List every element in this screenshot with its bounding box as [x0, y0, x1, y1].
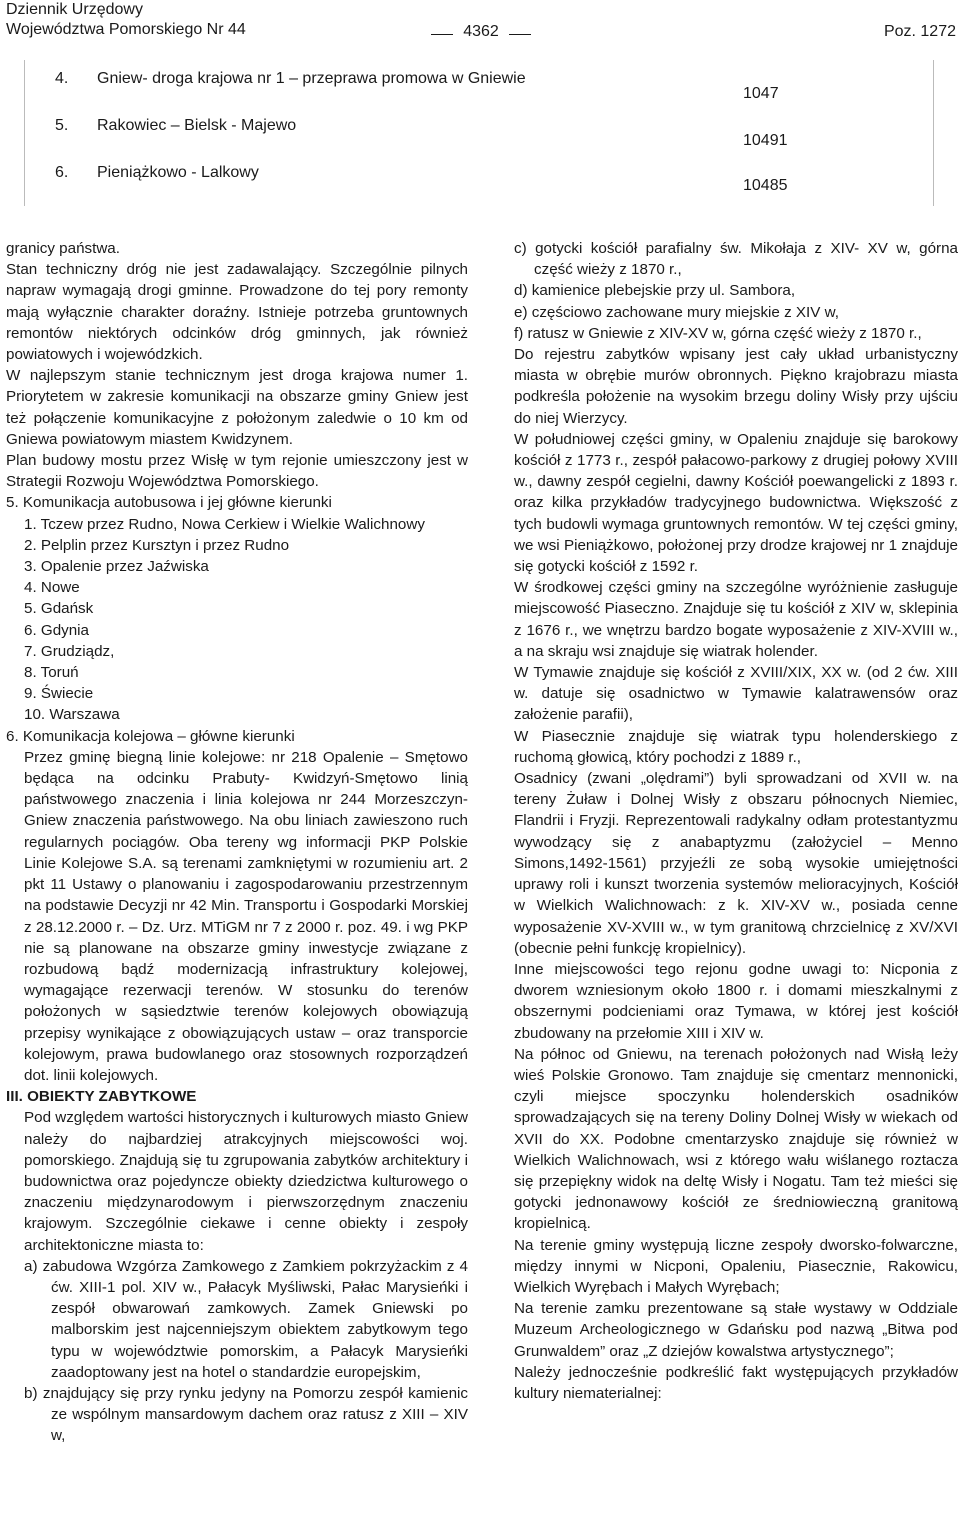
list-item: a) zabudowa Wzgórza Zamkowego z Zamkiem pokrzyżackim z 4 ćw. XIII-1 pol. XIV w., Pałacyk Myśliwski, Pałac Marysieńki i zespół obwarowań zamkowych. Zamek Gniewski po malborskim jest najcenniejszym obiektem zabytkowym tego typu w województwie pomorskim, a Pałacyk Marysieńki zaadoptowany jest na hotel o standardzie europejskim,: [24, 1257, 468, 1381]
paragraph: Do rejestru zabytków wpisany jest cały układ urbanistyczny miasta w obrębie murów obronnych. Piękno krajobrazu miasta podkreśla położenie na wysokim brzegu doliny Wisły przy ujściu do niej Wierzycy.: [514, 346, 958, 427]
paragraph: Należy jednocześnie podkreślić fakt występujących przykładów kultury niematerialnej:: [514, 1363, 958, 1402]
road-name: Rakowiec – Bielsk - Majewo: [97, 117, 297, 134]
list-item: 2. Pelplin przez Kursztyn i przez Rudno: [24, 536, 290, 554]
section-heading: 6. Komunikacja kolejowa – główne kierunki: [6, 727, 295, 745]
paragraph: Osadnicy (zwani „olędrami”) byli sprowadzani od XVII w. na tereny Żuław i Dolnej Wisły z obszaru północnych Niemiec, Flandrii i Fryzji. Reprezentowali radykalny odłam protestantyzmu wywodzący się z anabaptyzmu (założyciel – Menno Simons,1492-1561) przyjeźli ze sobą wysokie umiejętności uprawy roli i kunszt tworzenia systemów melioracyjnych, Kościół w Wielkich Walichnowach: z k. XIV-XV w., posiada cenne wyposażenie XV-XVIII w., w tym granitową chrzcielnicę z XV/XVI (obecnie pełni funkcję kropielnicy).: [514, 770, 958, 957]
list-item: 10. Warszawa: [24, 706, 120, 724]
list-item: 7. Grudziądz,: [24, 642, 115, 660]
list-item: 8. Toruń: [24, 664, 79, 682]
road-number: 10485: [743, 177, 788, 194]
list-item: 6. Gdynia: [24, 621, 90, 639]
paragraph: W najlepszym stanie technicznym jest droga krajowa numer 1. Priorytetem w zakresie komunikacji na obszarze gminy Gniew jest też połączenie komunikacyjne z położonym zaledwie o 10 km od Gniewa powiatowym miastem Kwidzynem.: [6, 367, 468, 448]
paragraph: Inne miejscowości tego rejonu godne uwagi to: Nicponia z dworem wzniesionym około 1800 r. i domami mieszkalnymi z obszernymi podcieniami oraz Tymawa, w której jest kościół zbudowany na przełomie XIII i XIV w.: [514, 960, 958, 1042]
paragraph: Stan techniczny dróg nie jest zadawalający. Szczególnie pilnych napraw wymagają drogi gminne. Prowadzone do tej pory remonty mają wyłącznie charakter doraźny. Istnieje potrzeba gruntownych remontów niektórych odcinków dróg gminnych, jak również powiatowych i wojewódzkich.: [6, 261, 468, 364]
page-number: 4362: [6, 22, 956, 42]
table-row: 4. Gniew- droga krajowa nr 1 – przeprawa promowa w Gniewie: [55, 70, 526, 87]
table-row: 5. Rakowiec – Bielsk - Majewo: [55, 117, 297, 134]
journal-title-line1: Dziennik Urzędowy: [6, 1, 143, 18]
paragraph: W środkowej części gminy na szczególne wyróżnienie zasługuje miejscowość Piaseczno. Znajduje się tu kościół z XIV w, sklepinia z 1676 r., we wnętrzu bardzo bogate wyposażenie z XIV-XVIII w., a na skraju wsi znajduje się wiatrak holender.: [514, 579, 958, 660]
list-item: c) gotycki kościół parafialny św. Mikołaja z XIV- XV w, górna część wieży z 1870 r.,: [514, 240, 958, 279]
list-item: e) częściowo zachowane mury miejskie z XIV w,: [514, 303, 839, 321]
table-row: 6. Pieniążkowo - Lalkowy: [55, 164, 259, 181]
journal-title-line2: Województwa Pomorskiego Nr 44: [6, 21, 246, 38]
list-item: b) znajdujący się przy rynku jedyny na Pomorzu zespół kamienic ze wspólnym mansardowym dachem oraz ratusz z XIII – XIV w,: [24, 1384, 468, 1445]
paragraph: Plan budowy mostu przez Wisłę w tym rejonie umieszczony jest w Strategii Rozwoju Województwa Pomorskiego.: [6, 452, 468, 491]
list-item: f) ratusz w Gniewie z XIV-XV w, górna część wieży z 1870 r.,: [514, 324, 922, 342]
road-name: Gniew- droga krajowa nr 1 – przeprawa promowa w Gniewie: [97, 70, 526, 87]
paragraph: Na północ od Gniewu, na terenach położonych nad Wisłą leży wieś Polskie Gronowo. Tam znajduje się cmentarz mennonicki, czyli miejsce spoczynku holenderskich osadników sprowadzających się na tereny Doliny Dolnej Wisły w wiekach od XVII do XX. Podobne cmentarzysko znajduje się również w Wielkich Walichnowach, wsi z którego wału wiślanego roztacza się przepiękny widok na deltę Wisły i Nogatu. Tam też mieści się gotycki jednonawowy kościół ze średniowieczną granitową kropielnicą.: [514, 1045, 958, 1233]
paragraph: W Tymawie znajduje się kościół z XVIII/XIX, XX w. (od 2 ćw. XIII w. datuje się osadnictwo w Tymawie kalatrawensów oraz założenie parafii),: [514, 664, 958, 724]
list-item: 5. Gdańsk: [24, 600, 94, 618]
paragraph: Przez gminę biegną linie kolejowe: nr 218 Opalenie – Smętowo będąca na odcinku Prabuty- Kwidzyń-Smętowo linią państwowego znaczenia i linia kolejowa nr 244 Morzeszczyn-Gniew znaczenia państwowego. Na obu liniach zawieszono ruch regularnych pociągów. Oba tereny wg informacji PKP Polskie Linie Kolejowe S.A. są terenami zamkniętymi w rozumieniu art. 2 pkt 11 Ustawy o planowaniu i zagospodarowaniu przestrzennym na podstawie Decyzji nr 42 Min. Transportu i Gospodarki Morskiej z 28.12.2000 r. – Dz. Urz. MTiGM nr 7 z 2000 r. poz. 49. i wg PKP nie są planowane na obszarze gminy inwestycje związane z rozbudową bądź modernizacją infrastruktury kolejowej, wymagające rezerwacji terenów. W stosunku do terenów położonych w sąsiedztwie terenów kolejowych obowiązują przepisy wynikające z obowiązujących ustaw – oraz transporcie kolejowym, prawa budowlanego oraz stosownych rozporządzeń dot. linii kolejowych.: [24, 748, 468, 1084]
paragraph: Na terenie gminy występują liczne zespoły dworsko-folwarczne, między innymi w Nicponi, Opaleniu, Piasecznie, Rakowicu, Wielkich Wyrębach i Małych Wyrębach;: [514, 1236, 958, 1296]
roads-table: [24, 60, 934, 206]
list-item: 9. Świecie: [24, 685, 94, 703]
list-item: 3. Opalenie przez Jaźwiska: [24, 558, 209, 576]
position-number: Poz. 1272: [883, 23, 956, 40]
section-heading: III. OBIEKTY ZABYTKOWE: [6, 1088, 197, 1106]
left-column: [6, 238, 468, 1447]
section-heading: 5. Komunikacja autobusowa i jej główne kierunki: [6, 494, 332, 512]
paragraph: granicy państwa.: [6, 240, 120, 257]
paragraph: Na terenie zamku prezentowane są stałe wystawy w Oddziale Muzeum Archeologicznego w Gdańsku pod nazwą „Bitwa pod Grunwaldem” oraz „Z dziejów kowalstwa artystycznego”;: [514, 1300, 958, 1360]
paragraph: W południowej części gminy, w Opaleniu znajduje się barokowy kościół z 1773 r., zespół pałacowo-parkowy z drugiej połowy XVIII w., dawny zespół cegielni, dawny Kościół poewangelicki z 1893 r. oraz kilka przykładów tradycyjnego budownictwa. Większość z tych budowli wymaga gruntownych remontów. W tej części gminy, we wsi Pieniążkowo, położonej przy drodze krajowej nr 1 znajduje się gotycki kościół z 1592 r.: [514, 430, 958, 576]
right-column: [514, 238, 958, 1404]
paragraph: W Piasecznie znajduje się wiatrak typu holenderskiego z ruchomą głowicą, który pochodzi z 1889 r.,: [514, 727, 958, 766]
paragraph: Pod względem wartości historycznych i kulturowych miasto Gniew należy do najbardziej atrakcyjnych miejscowości woj. pomorskiego. Znajdują się tu zgrupowania zabytków architektury i budownictwa oraz pojedyncze obiekty dziedzictwa kulturowego o znaczeniu międzynarodowym i pierwszorzędnym znaczeniu krajowym. Szczególnie ciekawe i cenne obiekty i zespoły architektoniczne miasta to:: [24, 1109, 468, 1254]
list-item: 1. Tczew przez Rudno, Nowa Cerkiew i Wielkie Walichnowy: [24, 515, 425, 533]
road-number: 10491: [743, 132, 788, 149]
road-number: 1047: [743, 85, 779, 102]
list-item: 4. Nowe: [24, 579, 80, 597]
list-item: d) kamienice plebejskie przy ul. Sambora,: [514, 282, 796, 300]
road-name: Pieniążkowo - Lalkowy: [97, 164, 259, 181]
page-header: [6, 0, 956, 44]
